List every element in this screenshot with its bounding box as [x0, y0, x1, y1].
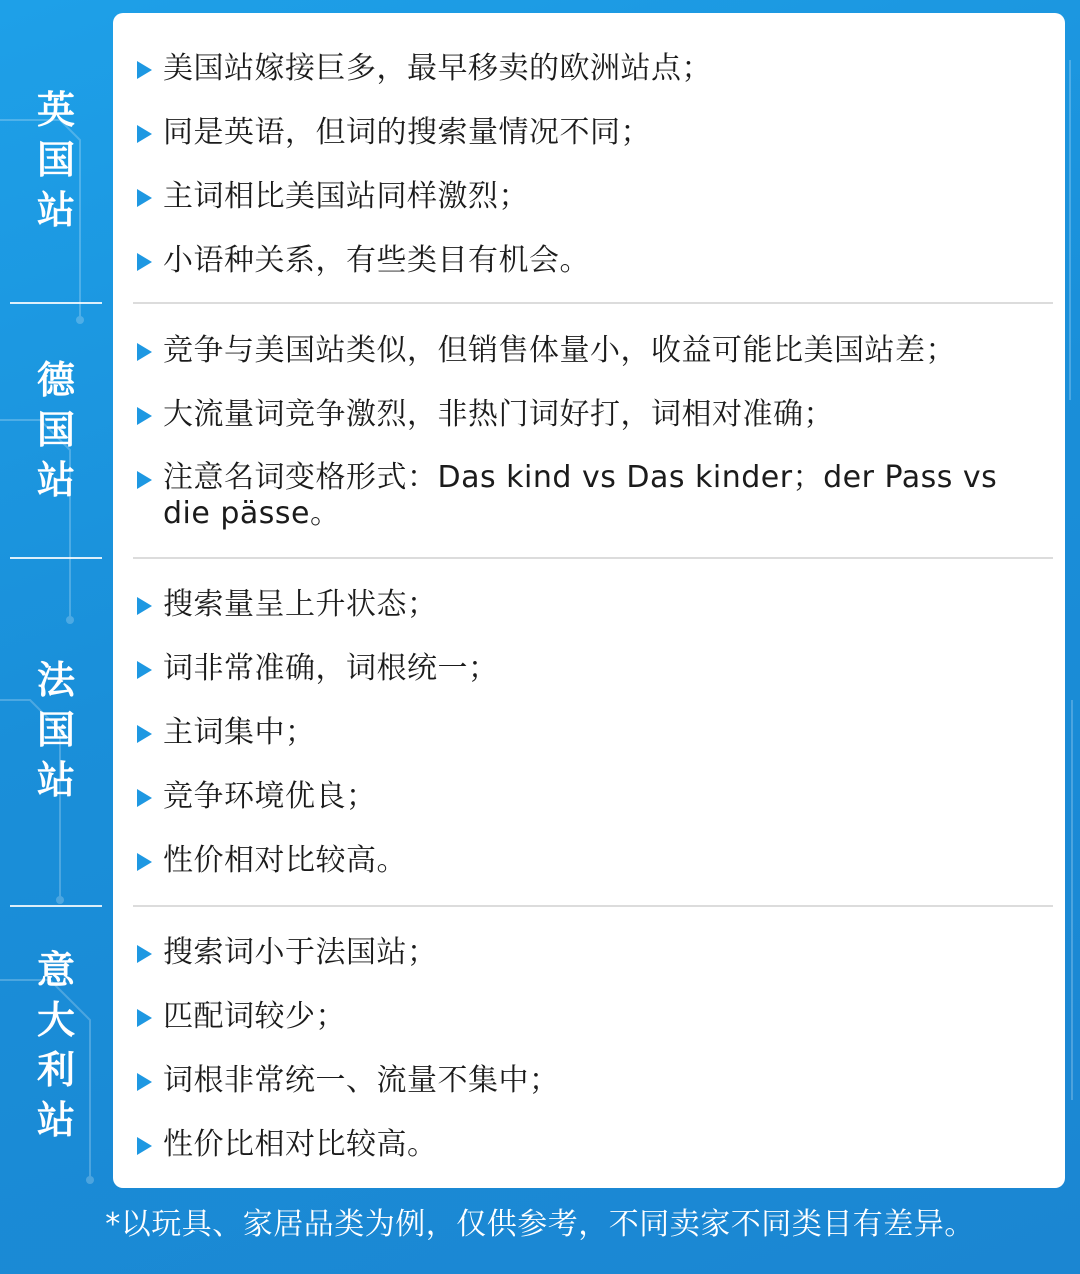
triangle-bullet-icon [137, 789, 152, 807]
region-label-char: 大 [36, 998, 75, 1042]
section-divider-left [10, 302, 102, 304]
triangle-bullet-icon [137, 1009, 152, 1027]
bullet-list-fr [135, 586, 1040, 906]
section-divider [133, 557, 1053, 559]
triangle-bullet-icon [137, 407, 152, 425]
bullet-list-de [135, 332, 1040, 558]
triangle-bullet-icon [137, 945, 152, 963]
bullet-text: 搜索量呈上升状态； [163, 587, 438, 622]
list-item [135, 332, 1040, 370]
list-item [135, 650, 1040, 688]
section-divider-left [10, 557, 102, 559]
list-item [135, 178, 1040, 216]
bullet-text: 词根非常统一、流量不集中； [163, 1063, 560, 1098]
region-label-char: 法 [36, 658, 75, 702]
triangle-bullet-icon [137, 253, 152, 271]
bullet-text: 美国站嫁接巨多，最早移卖的欧洲站点； [163, 51, 712, 86]
triangle-bullet-icon [137, 725, 152, 743]
region-label-char: 站 [36, 758, 75, 802]
list-item [135, 1062, 1040, 1100]
triangle-bullet-icon [137, 597, 152, 615]
triangle-bullet-icon [137, 189, 152, 207]
region-label-char: 德 [36, 358, 75, 402]
list-item [135, 586, 1040, 624]
bullet-text: 大流量词竞争激烈，非热门词好打，词相对准确； [163, 397, 834, 432]
bullet-text: 匹配词较少； [163, 999, 346, 1034]
bullet-text: 搜索词小于法国站； [163, 935, 438, 970]
region-label-char: 国 [36, 708, 75, 752]
section-divider [133, 905, 1053, 907]
region-label-char: 意 [36, 948, 75, 992]
region-label-char: 站 [36, 1098, 75, 1142]
region-label-char: 国 [36, 408, 75, 452]
list-item [135, 842, 1040, 880]
bullet-text: 性价比相对比较高。 [163, 1127, 438, 1162]
triangle-bullet-icon [137, 1073, 152, 1091]
list-item [135, 778, 1040, 816]
list-item [135, 396, 1040, 434]
bullet-text: 主词相比美国站同样激烈； [163, 179, 529, 214]
triangle-bullet-icon [137, 343, 152, 361]
bullet-text: 同是英语，但词的搜索量情况不同； [163, 115, 651, 150]
list-item [135, 460, 1040, 532]
region-label-uk [10, 85, 102, 235]
region-label-fr [10, 655, 102, 805]
bullet-text: 竞争环境优良； [163, 779, 377, 814]
bullet-text: 性价相对比较高。 [163, 843, 407, 878]
bullet-list-uk [135, 50, 1040, 306]
triangle-bullet-icon [137, 853, 152, 871]
bullet-text: 小语种关系，有些类目有机会。 [163, 243, 590, 278]
list-item [135, 114, 1040, 152]
bullet-text: 注意名词变格形式：Das kind vs Das kinder；der Pass vs die pässe。 [163, 460, 998, 531]
list-item [135, 242, 1040, 280]
list-item [135, 714, 1040, 752]
region-label-char: 国 [36, 138, 75, 182]
section-divider-left [10, 905, 102, 907]
region-label-char: 利 [36, 1048, 75, 1092]
triangle-bullet-icon [137, 661, 152, 679]
bullet-text: 词非常准确，词根统一； [163, 651, 499, 686]
region-label-char: 站 [36, 458, 75, 502]
region-label-char: 站 [36, 188, 75, 232]
footnote: *以玩具、家居品类为例，仅供参考，不同卖家不同类目有差异。 [105, 1207, 975, 1242]
list-item [135, 934, 1040, 972]
triangle-bullet-icon [137, 125, 152, 143]
section-divider [133, 302, 1053, 304]
region-label-de [10, 355, 102, 505]
bullet-text: 竞争与美国站类似，但销售体量小，收益可能比美国站差； [163, 333, 956, 368]
list-item [135, 50, 1040, 88]
triangle-bullet-icon [137, 471, 152, 489]
region-label-it [10, 945, 102, 1145]
bullet-list-it [135, 934, 1040, 1190]
triangle-bullet-icon [137, 61, 152, 79]
bullet-text: 主词集中； [163, 715, 316, 750]
region-label-char: 英 [36, 88, 75, 132]
triangle-bullet-icon [137, 1137, 152, 1155]
list-item [135, 1126, 1040, 1164]
list-item [135, 998, 1040, 1036]
